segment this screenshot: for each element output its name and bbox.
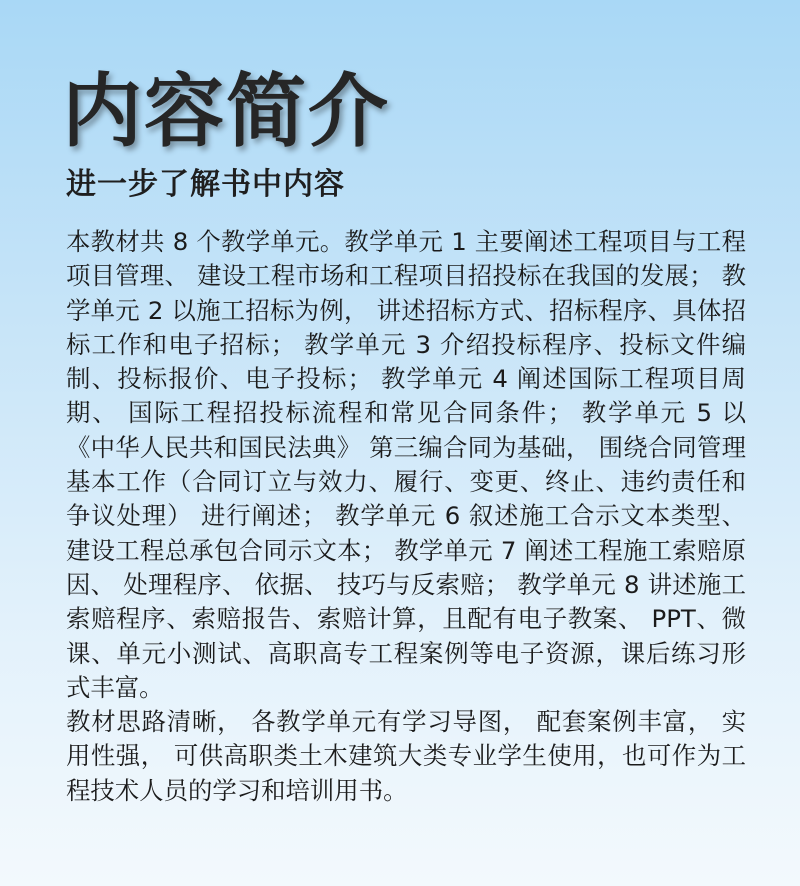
page-subtitle: 进一步了解书中内容: [66, 167, 345, 202]
page-title: 内容简介: [62, 65, 390, 158]
intro-paragraph-features: 教材思路清晰， 各教学单元有学习导图， 配套案例丰富， 实用性强， 可供高职类土木建筑大类专业学生使用，也可作为工程技术人员的学习和培训用书。: [66, 707, 746, 805]
intro-paragraph-units: 本教材共 8 个教学单元。教学单元 1 主要阐述工程项目与工程项目管理、 建设工程市场和工程项目招投标在我国的发展； 教学单元 2 以施工招标为例， 讲述招标方式、招标程序、具体招标工作和电子招标； 教学单元 3 介绍投标程序、投标文件编制、投标报价、电子投标； 教学单元 4 阐述国际工程项目周期、 国际工程招投标流程和常见合同条件； 教学单元 5 以 《中华人民共和国民法典》 第三编合同为基础， 围绕合同管理基本工作（合同订立与效力、履行、变更、终止、违约责任和争议处理） 进行阐述； 教学单元 6 叙述施工合示文本类型、 建设工程总承包合同示文本； 教学单元 7 阐述工程施工索赔原因、 处理程序、 依据、 技巧与反索赔； 教学单元 8 讲述施工索赔程序、索赔报告、索赔计算，且配有电子教案、 PPT、微课、单元小测试、高职高专工程案例等电子资源，课后练习形式丰富。: [66, 227, 746, 702]
intro-body: [66, 225, 746, 808]
